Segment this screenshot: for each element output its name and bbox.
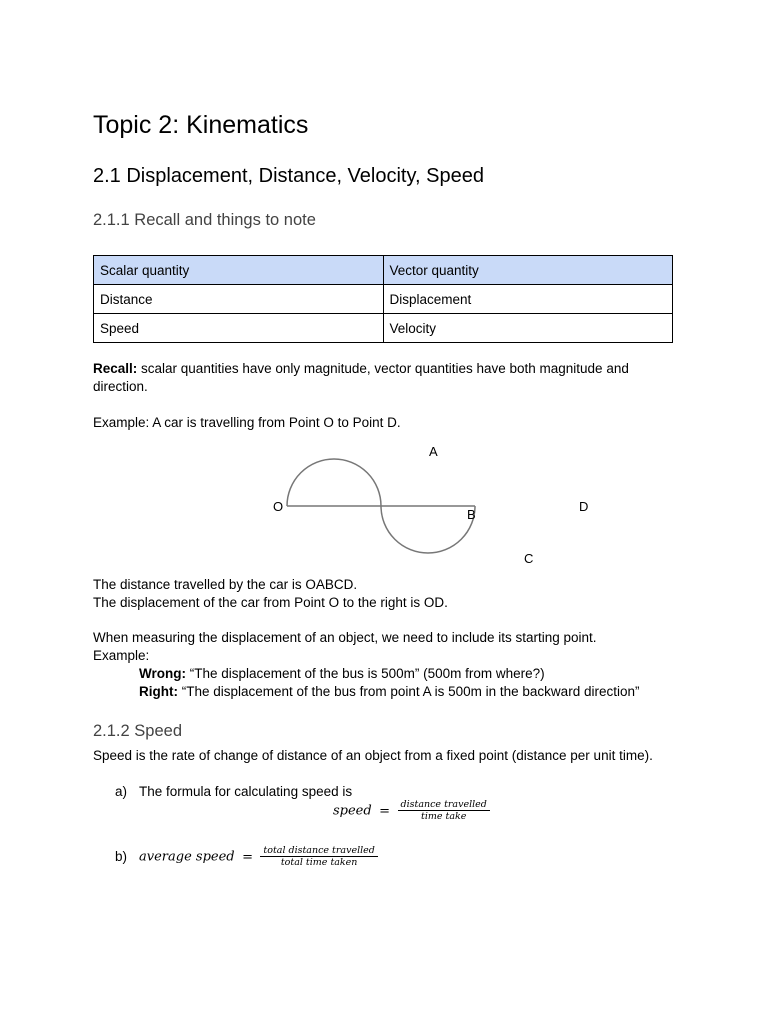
scalar-vector-table — [93, 255, 673, 343]
table-header-cell: Scalar quantity — [94, 256, 384, 285]
point-label-b: B — [467, 507, 476, 522]
example-label: Example: — [93, 648, 150, 663]
subsection-heading-recall: 2.1.1 Recall and things to note — [93, 211, 316, 229]
table-header-row — [94, 256, 673, 285]
table-cell: Displacement — [383, 285, 673, 314]
recall-text: scalar quantities have only magnitude, vector quantities have both magnitude and direction. — [93, 361, 629, 394]
formula-equals: = — [379, 803, 391, 819]
list-marker-a: a) — [115, 784, 128, 799]
formula-fraction — [398, 799, 490, 822]
formula2-equals: = — [242, 849, 253, 865]
right-label: Right: — [139, 684, 178, 699]
table-cell: Speed — [94, 314, 384, 343]
arc-b-c-d — [381, 506, 475, 553]
wrong-text: “The displacement of the bus is 500m” (500m from where?) — [186, 666, 545, 681]
displacement-line: The displacement of the car from Point O to the right is OD. — [93, 595, 448, 610]
list-item-a-text: The formula for calculating speed is — [139, 784, 353, 799]
recall-paragraph — [93, 360, 673, 396]
point-label-o: O — [273, 499, 284, 514]
document-page — [93, 0, 683, 868]
speed-definition: Speed is the rate of change of distance of an object from a fixed point (distance per unit time). — [93, 748, 653, 763]
page-title: Topic 2: Kinematics — [93, 111, 309, 139]
formula2-denominator: total time taken — [280, 857, 358, 868]
wrong-example — [93, 665, 719, 683]
distance-line: The distance travelled by the car is OABCD. — [93, 577, 358, 592]
list-marker-b: b) — [115, 849, 128, 864]
table-cell: Velocity — [383, 314, 673, 343]
formula2-lhs: average speed — [139, 849, 235, 865]
point-label-c: C — [524, 551, 534, 566]
measuring-line: When measuring the displacement of an object, we need to include its starting point. — [93, 630, 597, 645]
formula-lhs: speed — [333, 803, 372, 819]
table-row — [94, 314, 673, 343]
formula2-fraction — [260, 845, 377, 868]
formula-numerator: distance travelled — [398, 799, 490, 811]
section-heading: 2.1 Displacement, Distance, Velocity, Speed — [93, 165, 484, 187]
path-diagram — [173, 440, 589, 570]
point-label-d: D — [579, 499, 589, 514]
speed-formula — [333, 799, 490, 822]
table-header-cell: Vector quantity — [383, 256, 673, 285]
recall-label: Recall: — [93, 361, 138, 376]
formula2-numerator: total distance travelled — [260, 845, 377, 857]
point-label-a: A — [429, 444, 438, 459]
table-cell: Distance — [94, 285, 384, 314]
example-intro: Example: A car is travelling from Point O to Point D. — [93, 415, 401, 430]
formula-denominator: time take — [421, 811, 467, 822]
wrong-label: Wrong: — [139, 666, 186, 681]
arc-o-a-b — [287, 459, 381, 506]
right-text: “The displacement of the bus from point A is 500m in the backward direction” — [177, 684, 640, 699]
average-speed-formula — [139, 845, 378, 868]
table-row — [94, 285, 673, 314]
right-example — [93, 683, 719, 701]
subsection-heading-speed: 2.1.2 Speed — [93, 722, 182, 740]
